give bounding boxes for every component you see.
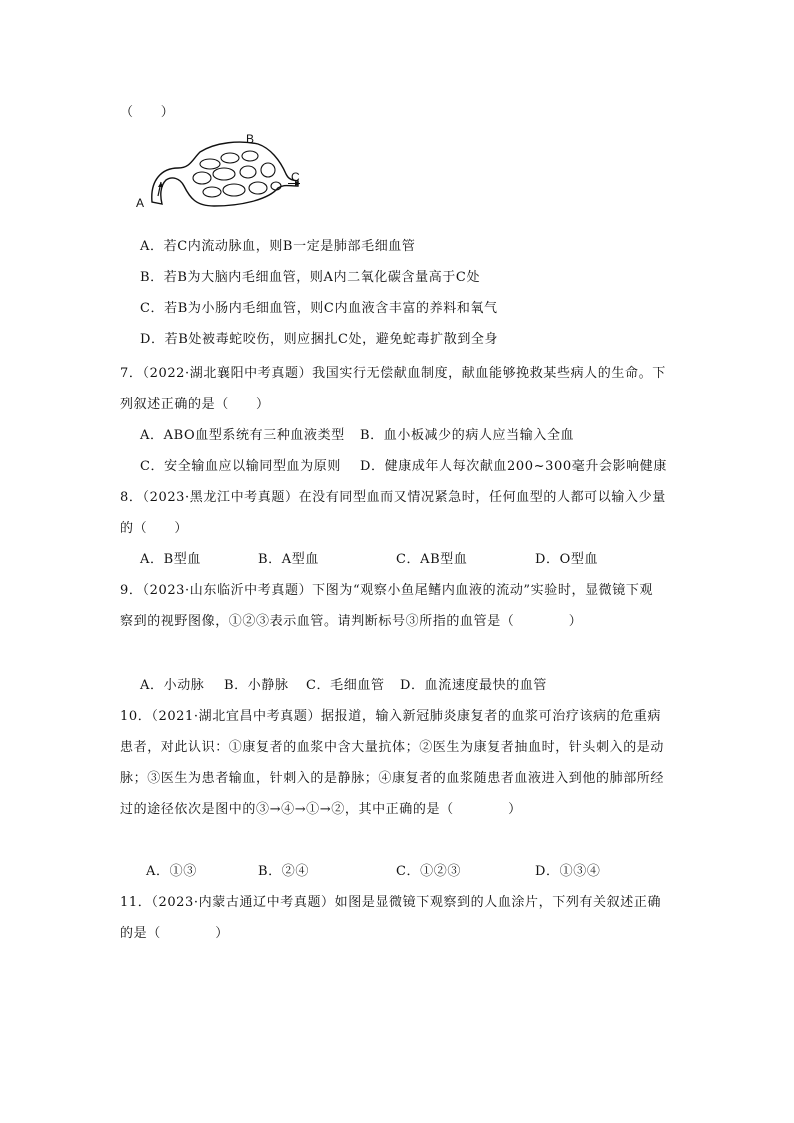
q6-option-b: B．若B为大脑内毛细血管，则A内二氧化碳含量高于C处 (140, 270, 481, 285)
q8-option-c: C．AB型血 (396, 552, 468, 567)
q10-option-a: A．①③ (146, 864, 197, 879)
q10-stem-line2: 患者，对此认识：①康复者的血浆中含大量抗体；②医生为康复者抽血时，针头刺入的是动 (120, 740, 665, 755)
q10-stem-line3: 脉；③医生为患者输血，针刺入的是静脉；④康复者的血浆随患者血液进入到他的肺部所经 (120, 771, 665, 786)
q10-stem-line1: 10．（2021·湖北宜昌中考真题）据报道，输入新冠肺炎康复者的血浆可治疗该病的危重病 (120, 709, 662, 724)
q8-option-d: D．O型血 (535, 552, 599, 567)
capillary-diagram (130, 130, 310, 215)
q10-option-b: B．②④ (258, 864, 309, 879)
q10-stem-line4: 过的途径依次是图中的③→④→①→②，其中正确的是（ ） (120, 802, 522, 817)
q6-option-c: C．若B为小肠内毛细血管，则C内血液含丰富的养料和氧气 (140, 301, 498, 316)
q9-option-c: C．毛细血管 (306, 678, 385, 693)
q7-option-c: C．安全输血应以输同型血为原则 (140, 459, 341, 474)
label-a: A (136, 196, 145, 210)
q7-option-a: A．ABO血型系统有三种血液类型 (140, 428, 345, 443)
q8-stem-line2: 的（ ） (120, 521, 189, 536)
q10-option-d: D．①③④ (535, 864, 601, 879)
label-c: C (291, 170, 300, 184)
q7-option-d: D．健康成年人每次献血200~300毫升会影响健康 (360, 459, 667, 474)
q11-stem-line2: 的是（ ） (120, 926, 229, 941)
q9-stem-line1: 9．（2023·山东临沂中考真题）下图为“观察小鱼尾鳍内血液的流动”实验时，显微镜下观 (120, 583, 654, 598)
q11-stem-line1: 11．（2023·内蒙古通辽中考真题）如图是显微镜下观察到的人血涂片，下列有关叙述正确 (120, 895, 662, 910)
q7-stem-line1: 7．（2022·湖北襄阳中考真题）我国实行无偿献血制度，献血能够挽救某些病人的生命。下 (120, 366, 666, 381)
q6-option-d: D．若B处被毒蛇咬伤，则应捆扎C处，避免蛇毒扩散到全身 (140, 332, 499, 347)
q8-option-b: B．A型血 (258, 552, 319, 567)
q9-option-a: A．小动脉 (140, 678, 205, 693)
q9-stem-line2: 察到的视野图像，①②③表示血管。请判断标号③所指的血管是（ ） (120, 614, 583, 629)
capillary-diagram-svg (130, 130, 310, 215)
label-b: B (246, 132, 255, 146)
q7-stem-line2: 列叙述正确的是（ ） (120, 397, 270, 412)
q9-option-b: B．小静脉 (224, 678, 289, 693)
q6-answer-blank: （ ） (120, 105, 175, 120)
q8-option-a: A．B型血 (140, 552, 201, 567)
q7-option-b: B．血小板减少的病人应当输入全血 (360, 428, 575, 443)
q9-option-d: D．血流速度最快的血管 (400, 678, 548, 693)
q10-option-c: C．①②③ (396, 864, 461, 879)
q8-stem-line1: 8．（2023·黑龙江中考真题）在没有同型血而又情况紧急时，任何血型的人都可以输入少量 (120, 490, 666, 505)
q6-option-a: A．若C内流动脉血，则B一定是肺部毛细血管 (140, 239, 416, 254)
